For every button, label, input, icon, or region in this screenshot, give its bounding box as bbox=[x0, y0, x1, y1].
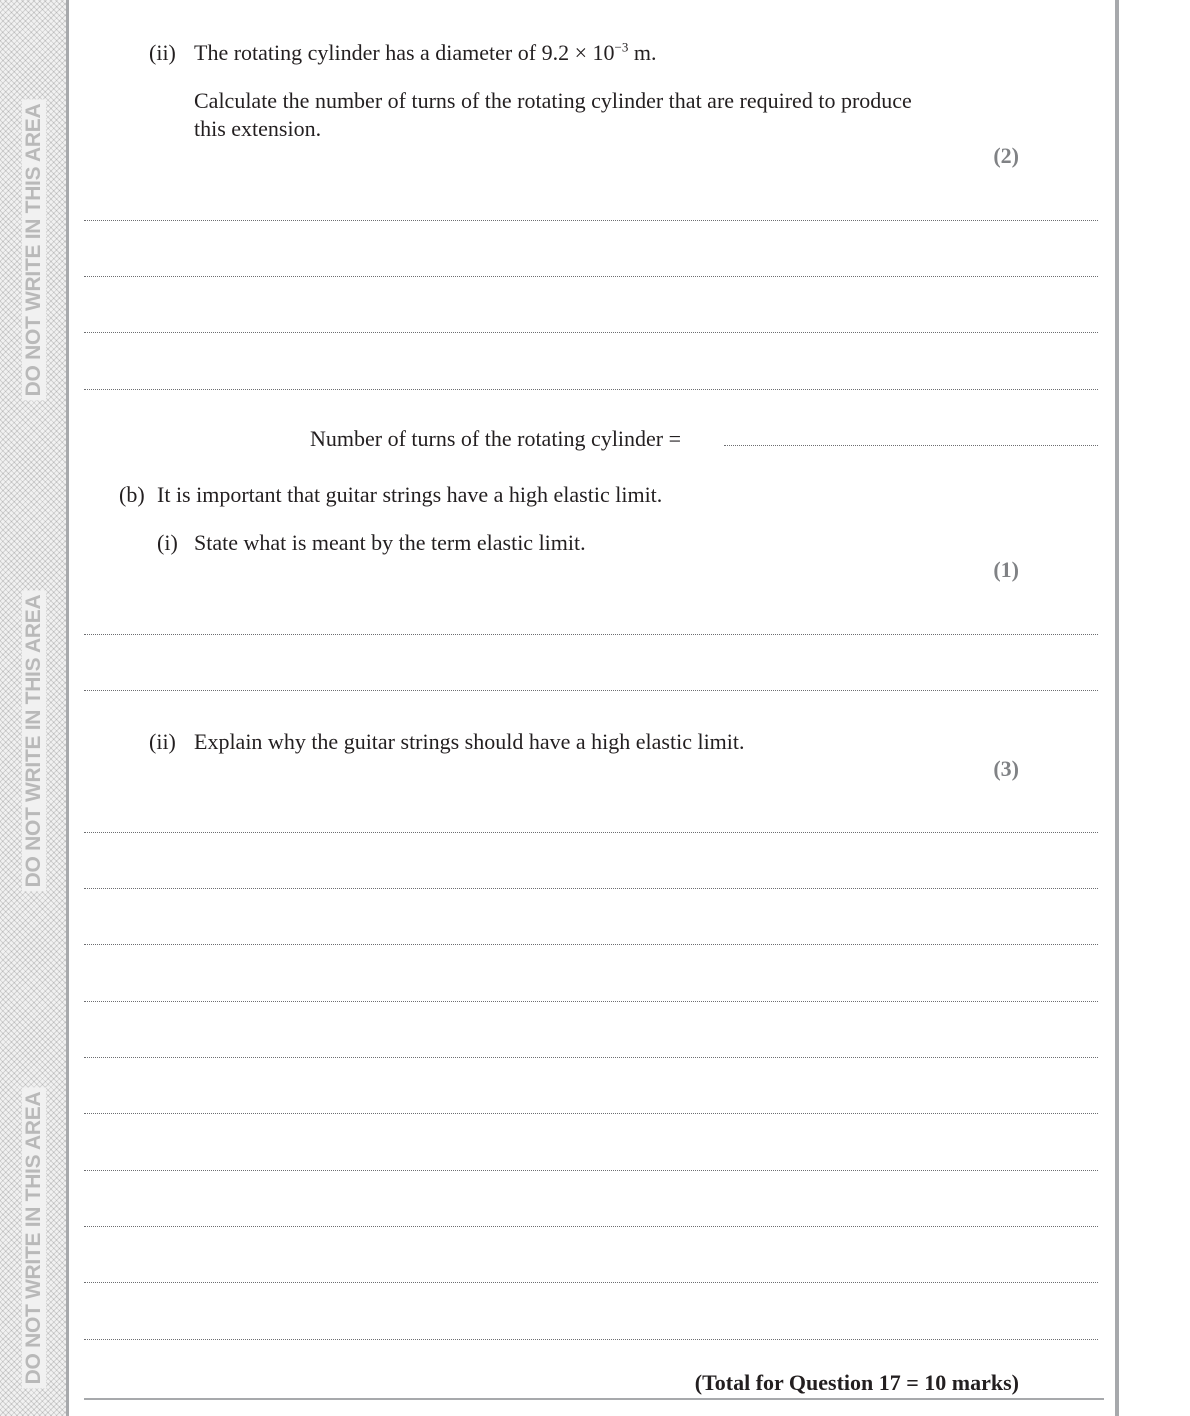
answer-line[interactable] bbox=[84, 1057, 1098, 1058]
answer-line[interactable] bbox=[84, 832, 1098, 833]
answer-line[interactable] bbox=[84, 1339, 1098, 1340]
answer-line[interactable] bbox=[84, 389, 1098, 390]
question-b-i-text: State what is meant by the term elastic limit. bbox=[194, 530, 586, 555]
answer-line[interactable] bbox=[84, 944, 1098, 945]
answer-line[interactable] bbox=[84, 888, 1098, 889]
answer-label-turns: Number of turns of the rotating cylinder = bbox=[310, 426, 682, 451]
answer-line[interactable] bbox=[84, 634, 1098, 635]
question-a-ii-stem: The rotating cylinder has a diameter of $9.2 \times 10^{-3}$ m. bbox=[194, 39, 657, 65]
answer-line[interactable] bbox=[84, 1170, 1098, 1171]
answer-line[interactable] bbox=[84, 332, 1098, 333]
question-b-ii-text: Explain why the guitar strings should have a high elastic limit. bbox=[194, 729, 745, 754]
question-b-ii-marks: (3) bbox=[993, 756, 1019, 781]
answer-line[interactable] bbox=[84, 220, 1098, 221]
answer-line[interactable] bbox=[84, 276, 1098, 277]
final-answer-line[interactable] bbox=[724, 445, 1098, 446]
right-border bbox=[1115, 0, 1119, 1416]
bottom-divider bbox=[84, 1398, 1104, 1400]
question-b-i-marks: (1) bbox=[993, 557, 1019, 582]
question-a-ii-instruction-line1: Calculate the number of turns of the rotating cylinder that are required to produce bbox=[194, 88, 912, 113]
answer-line[interactable] bbox=[84, 1001, 1098, 1002]
answer-line[interactable] bbox=[84, 1282, 1098, 1283]
exponent: −3 bbox=[614, 39, 629, 55]
question-a-ii-label: (ii) bbox=[149, 40, 176, 65]
question-a-ii-instruction-line2: this extension. bbox=[194, 116, 322, 141]
question-total-marks: (Total for Question 17 = 10 marks) bbox=[694, 1370, 1019, 1395]
answer-line[interactable] bbox=[84, 1113, 1098, 1114]
question-b-label: (b) bbox=[119, 482, 145, 507]
answer-line[interactable] bbox=[84, 690, 1098, 691]
question-b-i-label: (i) bbox=[157, 530, 178, 555]
question-b-stem: It is important that guitar strings have a high elastic limit. bbox=[157, 482, 663, 507]
question-a-ii-marks: (2) bbox=[993, 143, 1019, 168]
answer-line[interactable] bbox=[84, 1226, 1098, 1227]
question-b-ii-label: (ii) bbox=[149, 729, 176, 754]
margin-divider bbox=[66, 0, 69, 1416]
